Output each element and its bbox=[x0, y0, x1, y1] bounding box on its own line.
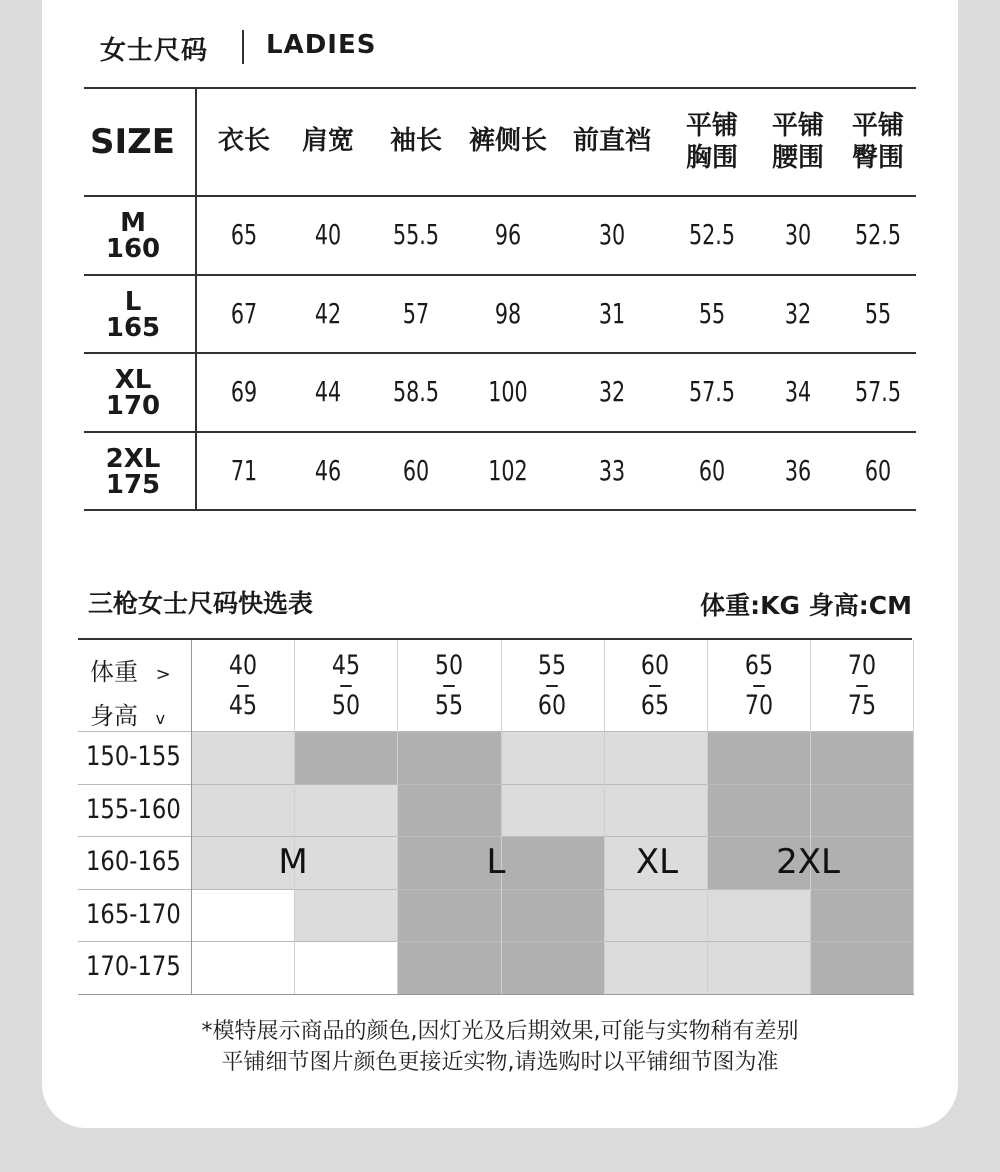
size-grid-cell bbox=[810, 941, 914, 994]
size-grid-cell bbox=[604, 889, 708, 942]
grid-column-line bbox=[294, 640, 295, 994]
size-grid-cell bbox=[501, 784, 605, 837]
weight-range-to: 70 bbox=[744, 690, 773, 721]
table-header-rule bbox=[84, 195, 916, 197]
table-cell: 55 bbox=[698, 297, 726, 330]
size-grid-cell bbox=[707, 731, 811, 784]
range-dash bbox=[443, 685, 454, 687]
table-bottom-rule bbox=[84, 509, 916, 511]
table-cell: 60 bbox=[698, 454, 726, 487]
grid-column-line bbox=[501, 640, 502, 994]
weight-range-header bbox=[416, 650, 482, 721]
table-cell: 32 bbox=[598, 375, 626, 408]
column-header-line: 平铺 bbox=[685, 111, 738, 141]
grid-row-line bbox=[78, 731, 914, 732]
weight-range-header bbox=[313, 650, 379, 721]
table-cell: 60 bbox=[402, 454, 430, 487]
units-label: 体重:KG 身高:CM bbox=[700, 591, 912, 620]
weight-range-from: 45 bbox=[331, 650, 360, 681]
weight-range-header bbox=[829, 650, 895, 721]
title-english: LADIES bbox=[266, 30, 377, 60]
grid-column-line bbox=[810, 640, 811, 994]
weight-arrow-icon: > bbox=[155, 664, 171, 685]
size-grid-cell bbox=[501, 889, 605, 942]
column-header-line: 平铺 bbox=[771, 111, 824, 141]
title-chinese: 女士尺码 bbox=[100, 36, 209, 66]
size-grid-cell bbox=[397, 941, 501, 994]
column-header-line: 平铺 bbox=[851, 111, 904, 141]
table-cell: 52.5 bbox=[855, 218, 901, 251]
footnote-line-2: 平铺细节图片颜色更接近实物,请选购时以平铺细节图为准 bbox=[221, 1050, 779, 1075]
size-label bbox=[90, 367, 176, 419]
column-header-line: 胸围 bbox=[685, 143, 738, 173]
size-grid-cell bbox=[294, 941, 398, 994]
range-dash bbox=[753, 685, 764, 687]
size-zone-label: 2XL bbox=[776, 842, 840, 883]
grid-column-line bbox=[604, 640, 605, 994]
table-cell: 32 bbox=[784, 297, 812, 330]
range-dash bbox=[856, 685, 867, 687]
table-cell: 34 bbox=[784, 375, 812, 408]
weight-range-header bbox=[623, 650, 689, 721]
table-cell: 36 bbox=[784, 454, 812, 487]
table-cell: 65 bbox=[230, 218, 258, 251]
table-cell: 71 bbox=[230, 454, 258, 487]
weight-range-header bbox=[210, 650, 276, 721]
table-cell: 98 bbox=[494, 297, 522, 330]
table-cell: 40 bbox=[314, 218, 342, 251]
size-grid-cell bbox=[294, 784, 398, 837]
table-cell: 52.5 bbox=[689, 218, 735, 251]
column-header bbox=[823, 110, 933, 174]
height-arrow-icon: v bbox=[155, 709, 166, 728]
title-separator bbox=[242, 30, 244, 64]
size-name: 2XL bbox=[105, 444, 161, 474]
size-grid-cell bbox=[501, 731, 605, 784]
table-cell: 58.5 bbox=[393, 375, 439, 408]
table-cell: 57.5 bbox=[855, 375, 901, 408]
weight-range-from: 50 bbox=[434, 650, 464, 681]
size-grid-cell bbox=[810, 784, 914, 837]
table-cell: 46 bbox=[314, 454, 342, 487]
grid-column-line bbox=[913, 640, 914, 994]
table-cell: 31 bbox=[598, 297, 626, 330]
size-grid-cell bbox=[397, 731, 501, 784]
table-cell: 57 bbox=[402, 297, 430, 330]
table-row-rule bbox=[84, 352, 916, 354]
size-grid-cell bbox=[191, 889, 295, 942]
size-height: 160 bbox=[105, 234, 161, 264]
range-dash bbox=[237, 685, 248, 687]
size-grid-cell bbox=[604, 941, 708, 994]
column-header bbox=[453, 125, 563, 157]
range-dash bbox=[340, 685, 351, 687]
size-grid-cell bbox=[501, 941, 605, 994]
size-name: L bbox=[124, 287, 142, 317]
height-range-label: 150-155 bbox=[86, 741, 181, 772]
grid-row-line bbox=[78, 941, 914, 942]
table-cell: 57.5 bbox=[689, 375, 735, 408]
weight-range-to: 60 bbox=[538, 690, 567, 721]
grid-column-line bbox=[707, 640, 708, 994]
grid-row-line bbox=[78, 994, 914, 995]
height-axis-label bbox=[90, 696, 165, 731]
size-grid-cell bbox=[604, 731, 708, 784]
size-grid-cell bbox=[191, 941, 295, 994]
size-grid-cell bbox=[707, 941, 811, 994]
footnote-line-1: *模特展示商品的颜色,因灯光及后期效果,可能与实物稍有差别 bbox=[201, 1019, 799, 1044]
size-grid-cell bbox=[810, 889, 914, 942]
weight-range-to: 50 bbox=[331, 690, 360, 721]
weight-range-to: 75 bbox=[847, 690, 876, 721]
weight-range-to: 55 bbox=[434, 690, 464, 721]
table-cell: 44 bbox=[314, 375, 342, 408]
column-header-line: 腰围 bbox=[771, 143, 824, 173]
weight-range-from: 40 bbox=[228, 650, 257, 681]
column-header-line: 袖长 bbox=[389, 126, 442, 156]
table-row-rule bbox=[84, 431, 916, 433]
size-name: M bbox=[120, 208, 146, 238]
weight-range-from: 65 bbox=[744, 650, 773, 681]
weight-range-header bbox=[519, 650, 585, 721]
range-dash bbox=[650, 685, 661, 687]
table-cell: 60 bbox=[864, 454, 892, 487]
weight-axis-label bbox=[90, 652, 171, 687]
weight-range-header bbox=[726, 650, 792, 721]
quick-table-top-rule bbox=[78, 638, 912, 640]
column-header-line: 裤侧长 bbox=[468, 126, 547, 156]
weight-range-to: 45 bbox=[228, 690, 257, 721]
size-grid-cell bbox=[191, 731, 295, 784]
size-grid-cell bbox=[294, 731, 398, 784]
size-grid-cell bbox=[294, 889, 398, 942]
weight-range-to: 65 bbox=[641, 690, 670, 721]
table-cell: 55.5 bbox=[393, 218, 439, 251]
table-cell: 30 bbox=[598, 218, 626, 251]
table-cell: 55 bbox=[864, 297, 892, 330]
size-name: XL bbox=[114, 365, 152, 395]
grid-row-line bbox=[78, 784, 914, 785]
grid-column-line bbox=[191, 640, 192, 994]
grid-row-line bbox=[78, 836, 914, 837]
quick-table-title: 三枪女士尺码快选表 bbox=[88, 589, 314, 618]
weight-range-from: 55 bbox=[538, 650, 567, 681]
table-cell: 96 bbox=[494, 218, 522, 251]
table-cell: 33 bbox=[598, 454, 626, 487]
range-dash bbox=[546, 685, 557, 687]
weight-range-from: 70 bbox=[847, 650, 876, 681]
column-header-line: 前直裆 bbox=[572, 126, 651, 156]
size-grid-cell bbox=[191, 784, 295, 837]
size-zone-label: L bbox=[486, 842, 506, 883]
column-header bbox=[557, 125, 667, 157]
weight-label: 体重 bbox=[90, 658, 138, 686]
size-grid-cell bbox=[810, 731, 914, 784]
size-label bbox=[90, 289, 176, 341]
size-grid-cell bbox=[707, 889, 811, 942]
size-zone-label: M bbox=[278, 842, 308, 883]
table-top-rule bbox=[84, 87, 916, 89]
table-cell: 67 bbox=[230, 297, 258, 330]
size-grid-cell bbox=[397, 784, 501, 837]
column-header-line: 臀围 bbox=[851, 143, 904, 173]
height-label: 身高 bbox=[90, 702, 138, 730]
column-header-line: 肩宽 bbox=[301, 126, 354, 156]
size-grid-cell bbox=[707, 784, 811, 837]
column-header-line: 衣长 bbox=[217, 126, 270, 156]
size-label bbox=[90, 210, 176, 262]
height-range-label: 160-165 bbox=[86, 846, 181, 878]
size-grid-cell bbox=[397, 889, 501, 942]
height-range-label: 170-175 bbox=[86, 951, 181, 983]
grid-column-line bbox=[397, 640, 398, 994]
height-range-label: 155-160 bbox=[86, 793, 181, 825]
size-header: SIZE bbox=[90, 122, 176, 162]
size-grid-cell bbox=[604, 784, 708, 837]
table-cell: 102 bbox=[488, 454, 528, 487]
table-row-rule bbox=[84, 274, 916, 276]
size-label bbox=[90, 446, 176, 498]
grid-row-line bbox=[78, 889, 914, 890]
height-range-label: 165-170 bbox=[86, 898, 181, 930]
table-cell: 100 bbox=[488, 375, 528, 408]
size-height: 175 bbox=[105, 470, 161, 500]
size-zone-label: XL bbox=[635, 842, 679, 883]
weight-range-from: 60 bbox=[641, 650, 670, 681]
table-cell: 42 bbox=[314, 297, 342, 330]
table-cell: 30 bbox=[784, 218, 812, 251]
size-height: 170 bbox=[105, 391, 161, 421]
table-cell: 69 bbox=[230, 375, 258, 408]
size-height: 165 bbox=[105, 313, 161, 343]
